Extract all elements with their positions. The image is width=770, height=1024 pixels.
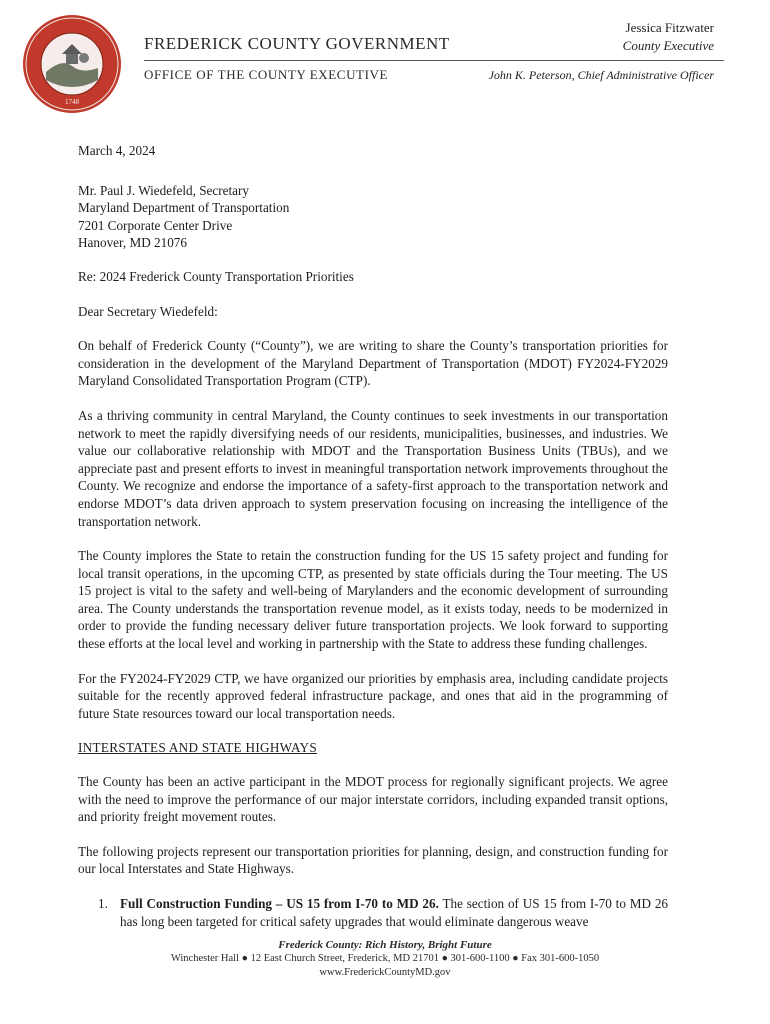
address-line: Hanover, MD 21076 bbox=[78, 235, 187, 251]
county-seal bbox=[22, 14, 122, 114]
footer-tagline: Frederick County: Rich History, Bright Future bbox=[278, 939, 492, 951]
header-rule bbox=[144, 60, 724, 61]
executive-title: County Executive bbox=[622, 38, 714, 53]
cao-line: John K. Peterson, Chief Administrative Officer bbox=[488, 68, 714, 82]
paragraph: For the FY2024-FY2029 CTP, we have organized our priorities by emphasis area, including candidate projects suitable for the recently approved federal infrastructure package, and ones that aid in the programming of future State resources toward our local transportation needs. bbox=[78, 670, 668, 721]
paragraph: As a thriving community in central Maryland, the County continues to seek investments in our transportation network to meet the rapidly diversifying needs of our residents, municipalities, businesses, and industries. We value our collaborative relationship with MDOT and the Transportation Business Units (TBUs), and we appreciate past and present efforts to invest in meaningful transportation network improvements throughout the County. We recognize and endorse the importance of a safety-first approach to the transportation network and endorse MDOT’s data driven approach to system preservation focusing on increasing the intelligence of the transportation network. bbox=[78, 407, 668, 529]
list-lead: Full Construction Funding – US 15 from I-70 to MD 26. bbox=[120, 896, 439, 911]
paragraph: On behalf of Frederick County (“County”), we are writing to share the County’s transportation priorities for consideration in the development of the Maryland Department of Transportation (MDOT) FY2024-FY2029 Maryland Consolidated Transportation Program (CTP). bbox=[78, 338, 668, 389]
section-heading: INTERSTATES AND STATE HIGHWAYS bbox=[78, 740, 318, 756]
office-name: OFFICE OF THE COUNTY EXECUTIVE bbox=[144, 67, 389, 82]
address-line: 7201 Corporate Center Drive bbox=[78, 217, 233, 233]
address-line: Maryland Department of Transportation bbox=[78, 200, 290, 216]
list-number: 1. bbox=[98, 896, 108, 911]
executive-name: Jessica Fitzwater bbox=[625, 20, 714, 35]
footer bbox=[0, 938, 770, 980]
seal-year: 1748 bbox=[65, 98, 79, 106]
salutation: Dear Secretary Wiedefeld: bbox=[78, 303, 218, 319]
letter-date: March 4, 2024 bbox=[78, 143, 156, 158]
list-text: The section of US 15 from I-70 to MD 26 has long been targeted for critical safety upgrades that would eliminate dangerous weave bbox=[120, 896, 669, 929]
org-name: FREDERICK COUNTY GOVERNMENT bbox=[144, 34, 450, 53]
recipient-address bbox=[78, 182, 668, 252]
subject-line: Re: 2024 Frederick County Transportation Priorities bbox=[78, 268, 354, 284]
address-line: Mr. Paul J. Wiedefeld, Secretary bbox=[78, 182, 249, 198]
footer-website: www.FrederickCountyMD.gov bbox=[319, 967, 451, 978]
list-item bbox=[78, 895, 668, 930]
paragraph: The County has been an active participant in the MDOT process for regionally significant projects. We agree with the need to improve the performance of our major interstate corridors, including expanded transit options, and priority freight movement routes. bbox=[78, 774, 668, 825]
footer-address: Winchester Hall ● 12 East Church Street, Frederick, MD 21701 ● 301-600-1100 ● Fax 301-600-1050 bbox=[170, 953, 600, 964]
paragraph: The following projects represent our transportation priorities for planning, design, and construction funding for our local Interstates and State Highways. bbox=[78, 843, 668, 877]
paragraph: The County implores the State to retain the construction funding for the US 15 safety project and funding for local transit operations, in the upcoming CTP, as presented by state officials during the Tour meeting. The US 15 project is vital to the safety and well-being of Marylanders and the economic development of surrounding area. The County understands the transportation revenue model, as it exists today, needs to be modernized in order to provide the funding necessary deliver future transportation projects. We look forward to supporting these efforts at the local level and working in partnership with the State to address these funding challenges. bbox=[78, 548, 668, 652]
letter-body bbox=[78, 142, 668, 930]
